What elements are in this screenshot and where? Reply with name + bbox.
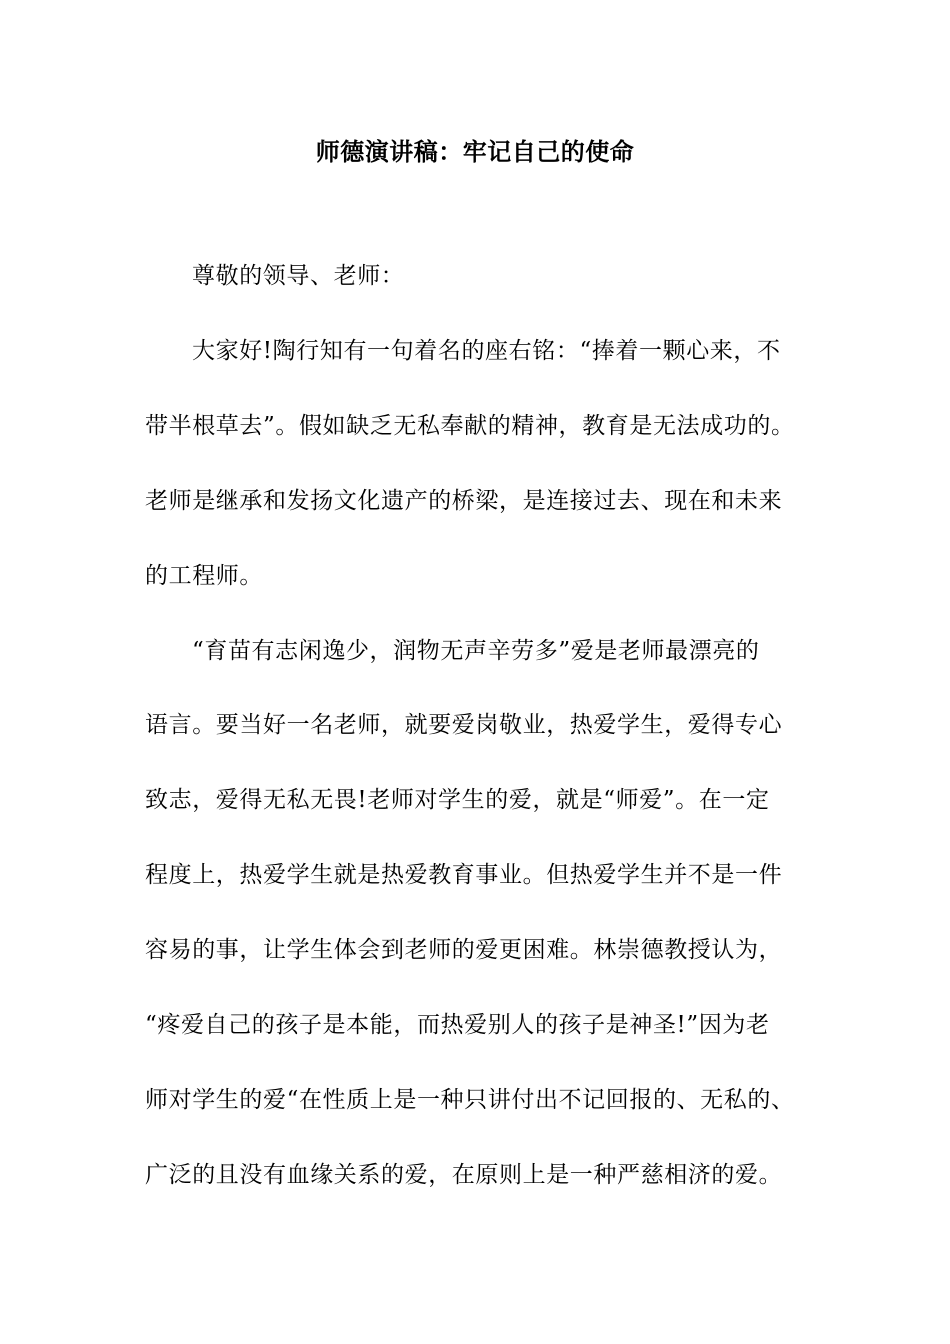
paragraph-line: 老师是继承和发扬文化遗产的桥梁，是连接过去、现在和未来 (145, 488, 783, 514)
paragraph-line: 大家好!陶行知有一句着名的座右铭：“捧着一颗心来，不 (192, 338, 781, 364)
paragraph-line: 致志，爱得无私无畏!老师对学生的爱，就是“师爱”。在一定 (145, 787, 770, 813)
paragraph-line: “育苗有志闲逸少，润物无声辛劳多”爱是老师最漂亮的 (192, 638, 760, 664)
paragraph-line: 广泛的且没有血缘关系的爱，在原则上是一种严慈相济的爱。 (145, 1162, 783, 1188)
paragraph-line: 师对学生的爱“在性质上是一种只讲付出不记回报的、无私的、 (145, 1087, 795, 1113)
paragraph-line: 语言。要当好一名老师，就要爱岗敬业，热爱学生，爱得专心 (145, 712, 783, 738)
paragraph-line: 程度上，热爱学生就是热爱教育事业。但热爱学生并不是一件 (145, 862, 783, 888)
paragraph-line: 容易的事，让学生体会到老师的爱更困难。林崇德教授认为， (145, 937, 783, 963)
document-title: 师德演讲稿：牢记自己的使命 (315, 138, 635, 166)
paragraph-line: “疼爱自己的孩子是本能，而热爱别人的孩子是神圣!”因为老 (145, 1012, 770, 1038)
paragraph-line: 带半根草去”。假如缺乏无私奉献的精神，教育是无法成功的。 (145, 413, 795, 439)
salutation-line: 尊敬的领导、老师： (192, 263, 405, 289)
paragraph-line: 的工程师。 (145, 563, 263, 589)
